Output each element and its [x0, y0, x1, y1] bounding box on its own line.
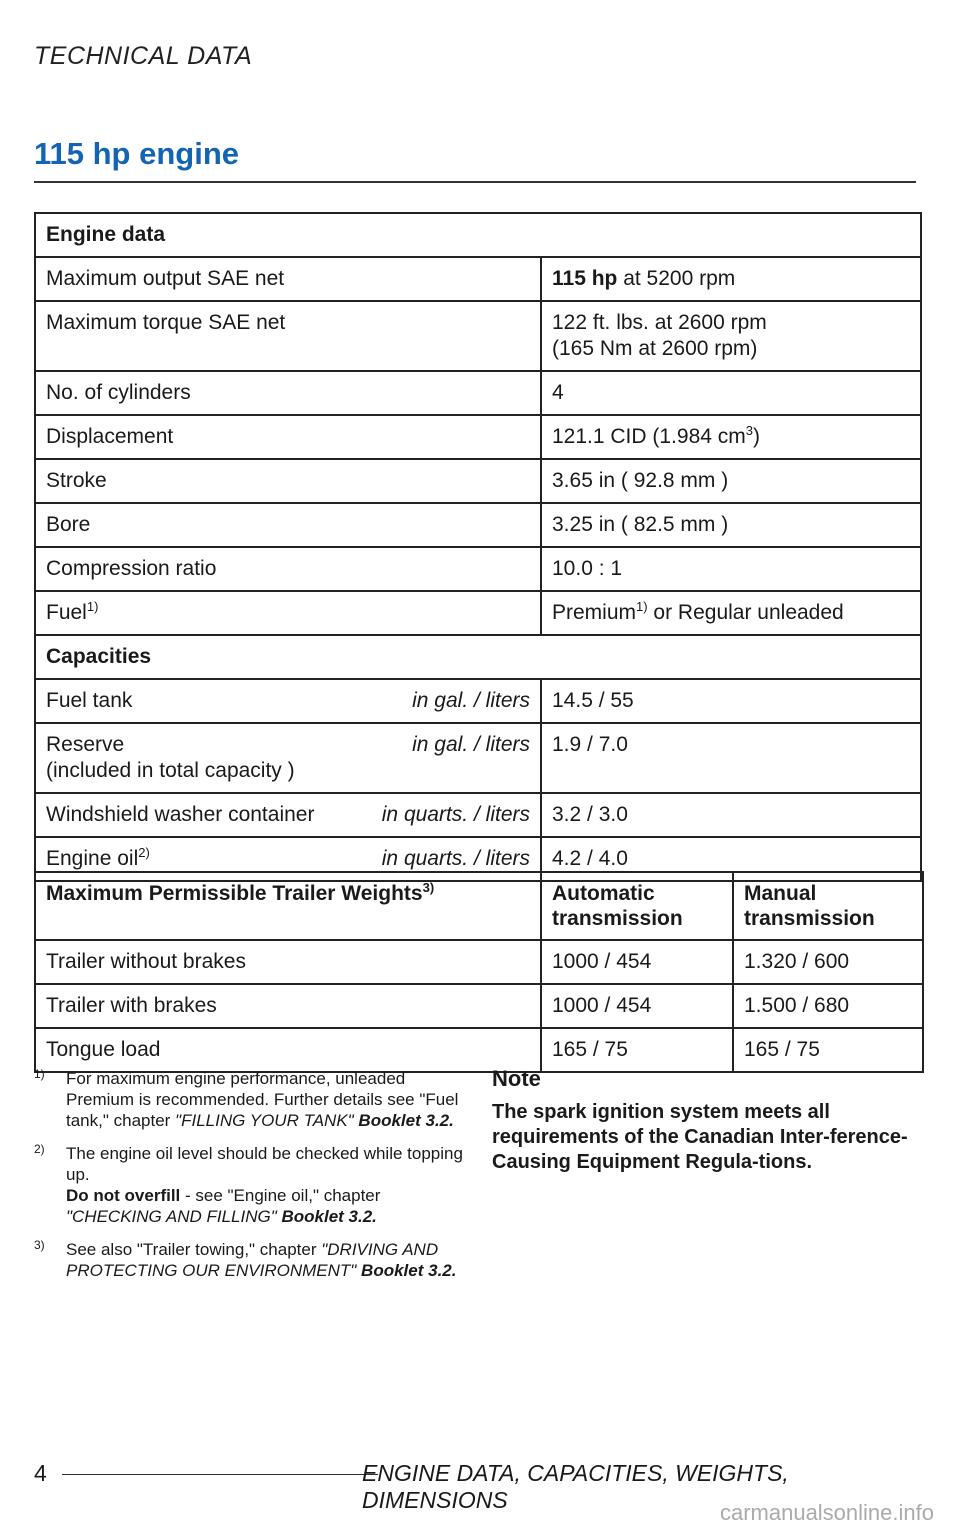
row-value: 122 ft. lbs. at 2600 rpm (165 Nm at 2600 rpm)	[541, 301, 921, 371]
automatic-transmission-header: Automatic transmission	[541, 872, 733, 940]
capacities-heading: Capacities	[35, 635, 921, 679]
row-label: No. of cylinders	[35, 371, 541, 415]
row-value: 3.2 / 3.0	[541, 793, 921, 837]
footnote-2: 2) The engine oil level should be checked while topping up. Do not overfill - see "Engine oil," chapter "CHECKING AND FILLING" Booklet 3.2.	[34, 1142, 463, 1226]
trailer-weights-heading: Maximum Permissible Trailer Weights$^{3)}$	[35, 872, 541, 940]
row-label: Fuel$^{1)}$	[35, 591, 541, 635]
note-title: Note	[492, 1066, 541, 1091]
row-value: 3.25 in ( 82.5 mm )	[541, 503, 921, 547]
manual-value: 165 / 75	[733, 1028, 923, 1072]
table-row	[35, 723, 921, 793]
note-box	[492, 1066, 924, 1175]
row-value: Premium$^{1)}$ or Regular unleaded	[541, 591, 921, 635]
table-row	[35, 984, 923, 1028]
table-row	[35, 679, 921, 723]
row-label: Compression ratio	[35, 547, 541, 591]
manual-value: 1.500 / 680	[733, 984, 923, 1028]
row-label: Tongue load	[35, 1028, 541, 1072]
engine-data-table	[34, 212, 922, 882]
row-label: Displacement	[35, 415, 541, 459]
row-label: in quarts. / liters Engine oil$^{2)}$	[35, 837, 541, 881]
row-label: Maximum torque SAE net	[35, 301, 541, 371]
row-label: Trailer without brakes	[35, 940, 541, 984]
table-row	[35, 940, 923, 984]
unit-label: in quarts. / liters	[381, 847, 530, 870]
table-row	[35, 793, 921, 837]
table-row	[35, 459, 921, 503]
row-value: 4.2 / 4.0	[541, 837, 921, 881]
automatic-value: 165 / 75	[541, 1028, 733, 1072]
title-divider	[34, 181, 916, 183]
row-value: 121.1 CID (1.984 $cm^3$)	[541, 415, 921, 459]
row-value: 3.65 in ( 92.8 mm )	[541, 459, 921, 503]
row-label: Bore	[35, 503, 541, 547]
row-label: in quarts. / liters Windshield washer container	[35, 793, 541, 837]
page-number: 4	[34, 1460, 47, 1486]
page-header-label: TECHNICAL DATA	[34, 42, 253, 70]
table-row	[35, 547, 921, 591]
footnote-1: 1) For maximum engine performance, unleaded Premium is recommended. Further details see "Fuel tank," chapter "FILLING YOUR TANK" Booklet 3.2.	[34, 1067, 459, 1130]
footer-section-title: ENGINE DATA, CAPACITIES, WEIGHTS, DIMENSIONS	[362, 1460, 789, 1513]
note-text: The spark ignition system meets all requirements of the Canadian Inter-ference-Causing Equipment Regula-tions.	[492, 1101, 908, 1173]
automatic-value: 1000 / 454	[541, 984, 733, 1028]
automatic-value: 1000 / 454	[541, 940, 733, 984]
manual-transmission-header: Manual transmission	[733, 872, 923, 940]
row-value: 1.9 / 7.0	[541, 723, 921, 793]
footnotes	[34, 1068, 474, 1293]
table-row	[35, 301, 921, 371]
row-label: in gal. / liters Reserve (included in total capacity )	[35, 723, 541, 793]
unit-label: in gal. / liters	[412, 689, 530, 712]
row-label: in gal. / liters Fuel tank	[35, 679, 541, 723]
table-row	[35, 503, 921, 547]
footer-divider	[62, 1474, 378, 1475]
table-row	[35, 415, 921, 459]
row-label: Maximum output SAE net	[35, 257, 541, 301]
trailer-weights-table	[34, 871, 924, 1073]
table-row	[35, 257, 921, 301]
row-label: Stroke	[35, 459, 541, 503]
table-row	[35, 591, 921, 635]
manual-value: 1.320 / 600	[733, 940, 923, 984]
section-title: 115 hp engine	[34, 136, 240, 171]
row-label: Trailer with brakes	[35, 984, 541, 1028]
footnote-3: 3) See also "Trailer towing," chapter "DRIVING AND PROTECTING OUR ENVIRONMENT" Booklet 3.2.	[34, 1238, 457, 1280]
engine-data-heading: Engine data	[35, 213, 921, 257]
unit-label: in quarts. / liters	[381, 803, 530, 826]
row-value: 14.5 / 55	[541, 679, 921, 723]
table-row	[35, 371, 921, 415]
row-value: 4	[541, 371, 921, 415]
unit-label: in gal. / liters	[412, 733, 530, 756]
row-value: 115 hp at 5200 rpm	[541, 257, 921, 301]
watermark: carmanualsonline.info	[719, 1500, 934, 1525]
row-value: 10.0 : 1	[541, 547, 921, 591]
